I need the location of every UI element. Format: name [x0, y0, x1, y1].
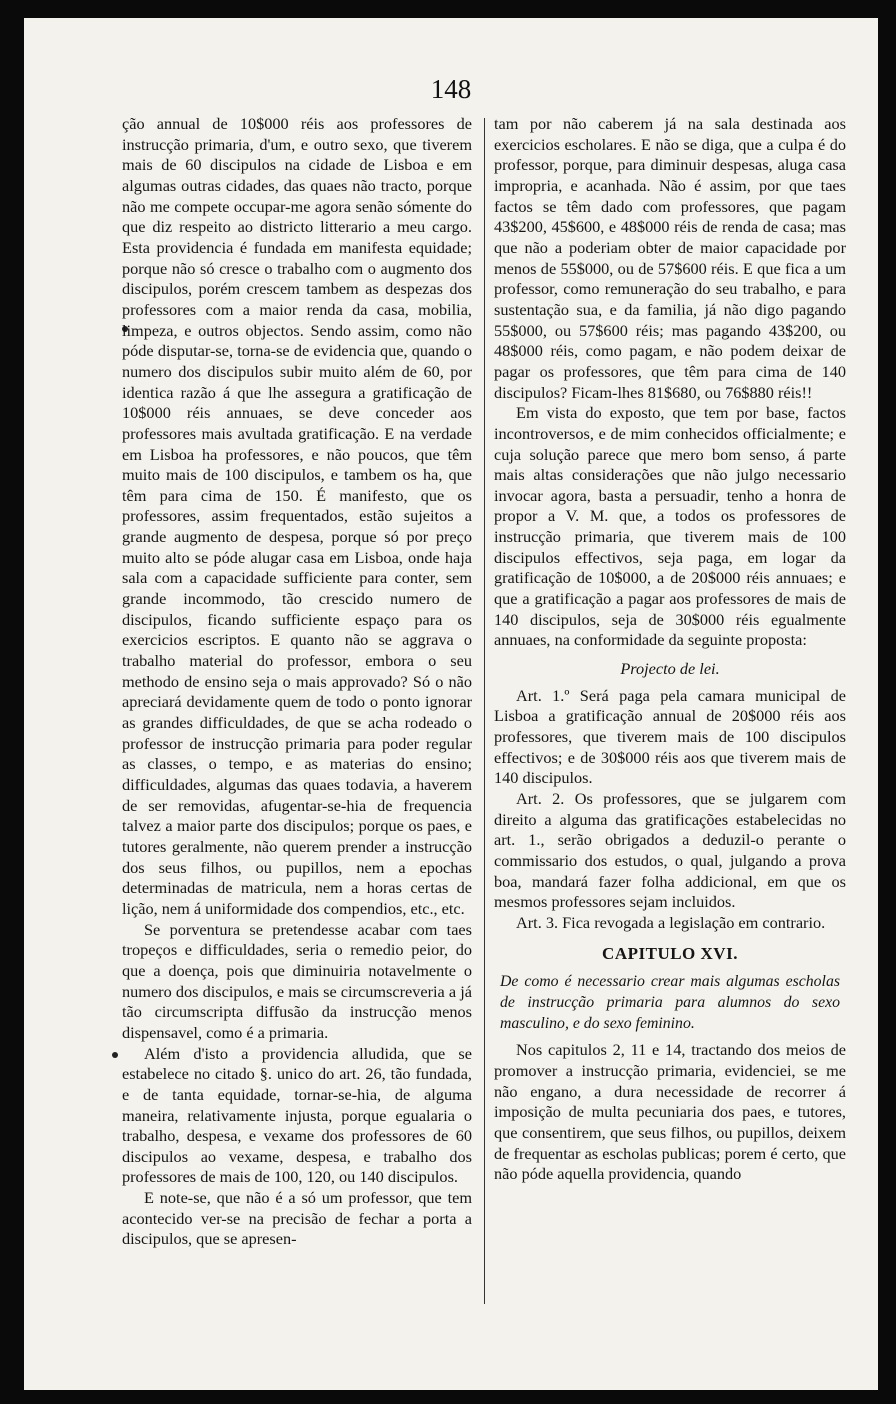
chapter-title: CAPITULO XVI. [602, 943, 738, 963]
paragraph: E note-se, que não é a só um professor, que tem acontecido ver-se na precisão de fechar a porta a discipulos, que se apresen- [122, 1188, 472, 1249]
right-column [494, 114, 846, 1185]
paragraph: Em vista do exposto, que tem por base, factos incontroversos, e de mim conhecidos officialmente; e cuja solução parece que mero bom senso, á parte mais altas considerações que não julgo necessario invocar agora, basta a persuadir, tenho a honra de propor a V. M. que, a todos os professores de instrucção primaria, que tiverem mais de 100 discipulos effectivos, seja paga, em logar da gratificação de 10$000, a de 20$000 réis annuaes; e que a gratificação a pagar aos professores de mais de 140 discipulos, seja de 30$000 réis egualmente annuaes, na conformidade da seguinte proposta: [494, 403, 846, 650]
paragraph: ção annual de 10$000 réis aos professores de instrucção primaria, d'um, e outro sexo, que tiverem mais de 60 discipulos na cidade de Lisboa e em algumas outras cidades, das quaes não tracto, porque não me compete occupar-me agora senão sómente do que diz respeito ao districto litterario a meu cargo. Esta providencia é fundada em manifesta equidade; porque não só cresce o trabalho com o augmento dos discipulos, porém crescem tambem as despezas dos professores com a maior renda da casa, mobilia, limpeza, e outros objectos. Sendo assim, como não póde disputar-se, torna-se de evidencia que, quando o numero dos discipulos subir muito além de 60, por identica razão á que lhe assegura a gratificação de 10$000 réis annuaes, se deve conceder aos professores mais avultada gratificação. E na verdade em Lisboa ha professores, e não poucos, que têm muito mais de 100 discipulos, e tambem os ha, que têm para cima de 150. É manifesto, que os professores, assim frequentados, estão sujeitos a grande augmento de despesa, porque só por preço muito alto se póde alugar casa em Lisboa, onde haja sala com a capacidade sufficiente para conter, sem grande incommodo, tão crescido numero de discipulos, ficando sufficiente espaço para os exercicios escriptos. E quanto não se aggrava o trabalho material do professor, embora o seu methodo de ensino seja o mais approvado? Só o não apreciará devidamente quem de todo o ponto ignorar as grandes difficuldades, de que se acha rodeado o professor de instrucção primaria para poder regular as classes, o tempo, e as materias do ensino; difficuldades, algumas das quaes todavia, a haverem de ser removidas, afugentar-se-hia de frequencia talvez a maior parte dos discipulos; porque os paes, e tutores geralmente, não querem prender a instrucção dos seus filhos, ou pupillos, nem a epochas determinadas de matricula, nem a horas certas de lição, nem á uniformidade dos compendios, etc., etc. [122, 114, 472, 918]
paragraph: Nos capitulos 2, 11 e 14, tractando dos meios de promover a instrucção primaria, evidenciei, se me não engano, a dura necessidade de recorrer á imposição de multa pecuniaria dos paes, e tutores, que consentirem, que seus filhos, ou pupillos, deixem de frequentar as escholas publicas; porem é certo, que não póde aquella providencia, quando [494, 1040, 846, 1184]
paragraph: Se porventura se pretendesse acabar com taes tropeços e difficuldades, seria o remedio peior, do que a doença, pois que diminuiria notavelmente o numero dos discipulos, e mais se circumscreveria a já tão circumscripta diffusão da instrucção menos dispensavel, como é a primaria. [122, 919, 472, 1042]
chapter-subtitle: De como é necessario crear mais algumas escholas de instrucção primaria para alumnos do sexo masculino, e do sexo feminino. [500, 973, 840, 1032]
column-divider [484, 118, 485, 1304]
projecto-title: Projecto de lei. [620, 659, 720, 679]
ink-spot [112, 1052, 118, 1058]
page-number: 148 [430, 74, 472, 104]
left-column [122, 114, 472, 1250]
book-page [24, 18, 878, 1390]
article: Art. 3. Fica revogada a legislação em contrario. [516, 912, 826, 932]
article: Art. 1.º Será paga pela camara municipal de Lisboa a gratificação annual de 20$000 réis aos professores, que tiverem mais de 100 discipulos effectivos; e de 30$000 réis aos que tiverem mais de 140 discipulos. [494, 685, 846, 788]
paragraph: tam por não caberem já na sala destinada aos exercicios escholares. E não se diga, que a culpa é do professor, porque, para diminuir despesas, aluga casa impropria, e acanhada. Não é assim, por que taes factos se têm dado com professores, que pagam 43$200, 45$600, e 48$000 réis de renda de casa; mas que não a poderiam obter de maior capacidade por menos de 55$000, ou de 57$600 réis. E que fica a um professor, como remuneração do seu trabalho, e para sustentação sua, e da familia, já não digo pagando 55$000, ou 57$600 réis; mas pagando 43$200, ou 48$000 réis, como pagam, e não podem deixar de pagar os professores, que têm para cima de 140 discipulos? Ficam-lhes 81$680, ou 76$880 réis!! [494, 114, 846, 402]
paragraph: Além d'isto a providencia alludida, que se estabelece no citado §. unico do art. 26, tão fundada, e de tanta equidade, tornar-se-hia, de alguma maneira, relativamente injusta, porque egualaria o trabalho, despesa, e vexame dos professores de 60 discipulos ao vexame, despesa, e trabalho dos professores de mais de 100, 120, ou 140 discipulos. [122, 1043, 472, 1187]
article: Art. 2. Os professores, que se julgarem com direito a alguma das gratificações estabelecidas no art. 1., serão obrigados a deduzil-o perante o commissario dos estudos, o qual, julgando a prova boa, mandará fazer folha addicional, em que os mesmos professores sejam incluidos. [494, 789, 846, 912]
